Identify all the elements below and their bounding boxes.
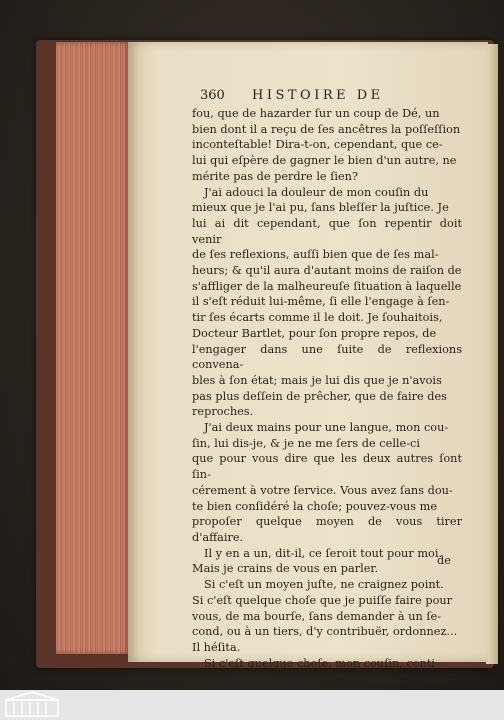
- text-line: Docteur Bartlet, pour ſon propre repos, de: [192, 326, 437, 340]
- page-edges: [56, 42, 130, 654]
- text-line: cérement à votre ſervice. Vous avez ſans dou-: [192, 483, 453, 497]
- text-line: Il y en a un, dit-il, ce ſeroit tout pour moi.: [204, 546, 443, 560]
- text-line: Si c'eſt quelque choſe que je puiſſe faire pour: [192, 593, 453, 607]
- page-body: [192, 106, 462, 703]
- running-title: HISTOIRE DE: [252, 88, 384, 103]
- text-line: mieux que je l'ai pu, ſans bleſſer la juſtice. Je: [192, 201, 449, 215]
- catchword: de: [437, 554, 451, 567]
- text-line: lui qui eſpère de gagner le bien d'un autre, ne: [192, 154, 457, 168]
- text-line: propoſer quelque moyen de vous tirer d'affaire.: [192, 515, 462, 544]
- text-line: Si c'eſt quelque choſe, mon couſin, conti-: [204, 656, 439, 670]
- footer-bar: [0, 690, 504, 720]
- text-line: reproches.: [192, 405, 254, 419]
- text-line: fou, que de hazarder ſur un coup de Dé, un: [192, 107, 440, 120]
- text-line: J'ai deux mains pour une langue, mon cou-: [204, 421, 449, 435]
- text-line: nuai-je, où vous croyez qu'en honneur, en juſ-: [192, 672, 453, 686]
- text-line: que pour vous dire que les deux autres ſont ſin-: [192, 452, 462, 482]
- text-line: lui ai dit cependant, que ſon repentir doit venir: [192, 216, 462, 246]
- library-building-icon: [4, 690, 60, 718]
- text-line: ſin, lui dis-je, & je ne me ſers de celle-ci: [192, 436, 420, 450]
- text-line: pas plus deſſein de prêcher, que de faire des: [192, 389, 447, 403]
- text-line: heurs; & qu'il aura d'autant moins de raiſon de: [192, 264, 462, 278]
- text-line: bles à ſon état; mais je lui dis que je n'avois: [192, 373, 442, 387]
- text-line: cond, ou à un tiers, d'y contribuër, ordonnez...: [192, 625, 458, 639]
- text-line: Si c'eſt un moyen juſte, ne craignez point.: [204, 578, 444, 592]
- text-line: l'engager dans une ſuite de reflexions convena-: [192, 342, 462, 372]
- page-header: [200, 88, 460, 106]
- text-line: mérite pas de perdre le ſien?: [192, 169, 359, 183]
- text-line: Il héſita.: [192, 640, 241, 654]
- text-line: vous, de ma bourſe, ſans demander à un ſe-: [192, 609, 442, 623]
- text-line: tir ſes écarts comme il le doit. Je ſouhaitois,: [192, 311, 443, 325]
- text-line: te bien conſidéré la choſe; pouvez-vous me: [192, 499, 438, 513]
- text-line: il s'eſt réduit lui-même, ſi elle l'engage à ſen-: [192, 295, 450, 309]
- text-line: inconteſtable! Dira-t-on, cependant, que ce-: [192, 138, 443, 152]
- page-number: 360: [200, 88, 225, 103]
- text-line: s'affliger de la malheureuſe ſituation à laquelle: [192, 279, 462, 293]
- text-line: de ſes reflexions, auſſi bien que de ſes mal-: [192, 248, 439, 262]
- text-line: J'ai adouci la douleur de mon couſin du: [204, 185, 429, 199]
- text-line: bien dont il a reçu de ſes ancêtres la poſſeſſion: [192, 122, 461, 136]
- text-line: Mais je crains de vous en parler.: [192, 562, 379, 576]
